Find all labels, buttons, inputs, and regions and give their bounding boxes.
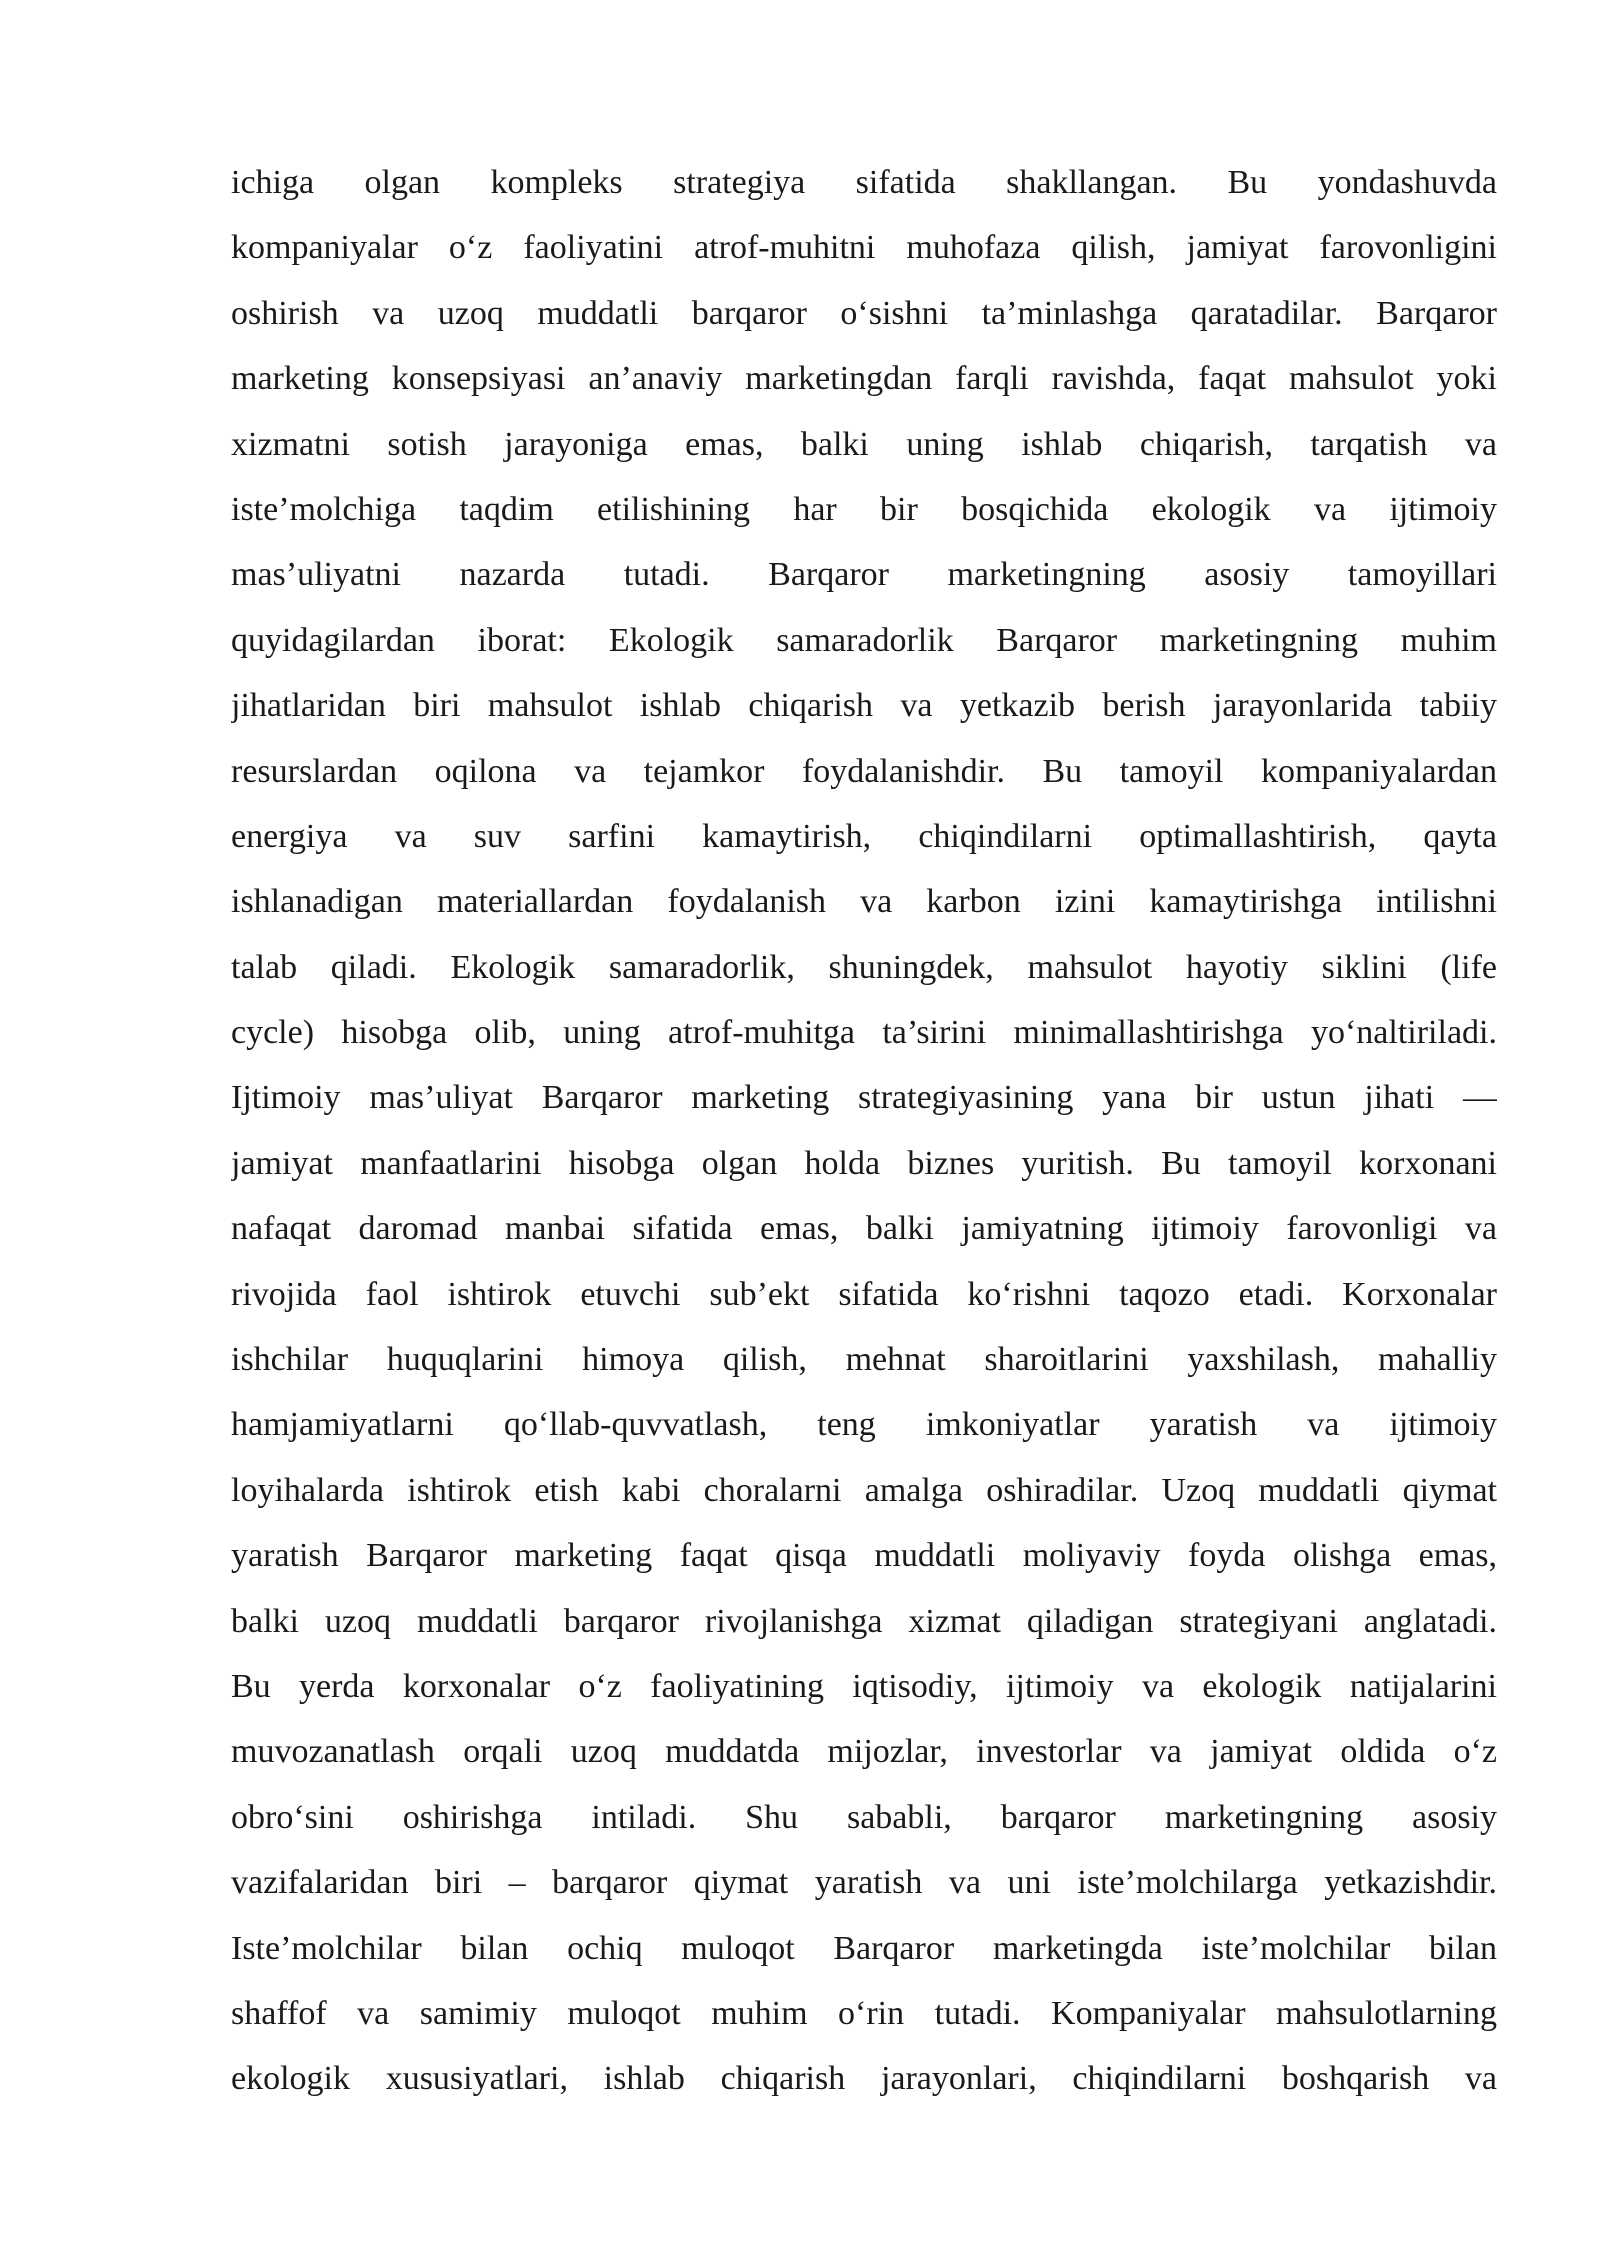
text-line: vazifalaridan biri – barqaror qiymat yaratish va uni iste’molchilarga yetkazishdir.: [231, 1864, 1497, 1902]
text-line: oshirish va uzoq muddatli barqaror o‘sishni ta’minlashga qaratadilar. Barqaror: [231, 294, 1497, 332]
text-line: ishlanadigan materiallardan foydalanish va karbon izini kamaytirishga intilishni: [231, 883, 1497, 921]
text-line: iste’molchiga taqdim etilishining har bir bosqichida ekologik va ijtimoiy: [231, 490, 1497, 528]
text-line: talab qiladi. Ekologik samaradorlik, shuningdek, mahsulot hayotiy siklini (life: [231, 948, 1497, 986]
text-line: xizmatni sotish jarayoniga emas, balki uning ishlab chiqarish, tarqatish va: [231, 425, 1497, 463]
text-line: obro‘sini oshirishga intiladi. Shu sababli, barqaror marketingning asosiy: [231, 1798, 1497, 1836]
text-line: ichiga olgan kompleks strategiya sifatida shakllangan. Bu yondashuvda: [231, 164, 1497, 201]
text-line: mas’uliyatni nazarda tutadi. Barqaror marketingning asosiy tamoyillari: [231, 556, 1497, 594]
text-line: Bu yerda korxonalar o‘z faoliyatining iqtisodiy, ijtimoiy va ekologik natijalarini: [231, 1667, 1497, 1705]
text-line: nafaqat daromad manbai sifatida emas, balki jamiyatning ijtimoiy farovonligi va: [231, 1210, 1497, 1248]
text-line: yaratish Barqaror marketing faqat qisqa muddatli moliyaviy foyda olishga emas,: [231, 1537, 1497, 1575]
text-line: Ijtimoiy mas’uliyat Barqaror marketing strategiyasining yana bir ustun jihati —: [231, 1079, 1497, 1117]
text-line: jihatlaridan biri mahsulot ishlab chiqarish va yetkazib berish jarayonlarida tabiiy: [231, 687, 1497, 725]
body-paragraph: [231, 150, 1497, 2112]
text-line: balki uzoq muddatli barqaror rivojlanishga xizmat qiladigan strategiyani anglatadi.: [231, 1602, 1497, 1640]
text-line: kompaniyalar o‘z faoliyatini atrof-muhitni muhofaza qilish, jamiyat farovonligini: [231, 229, 1497, 267]
text-line: jamiyat manfaatlarini hisobga olgan holda biznes yuritish. Bu tamoyil korxonani: [231, 1144, 1497, 1182]
text-line: shaffof va samimiy muloqot muhim o‘rin tutadi. Kompaniyalar mahsulotlarning: [231, 1994, 1497, 2032]
text-line: loyihalarda ishtirok etish kabi choralarni amalga oshiradilar. Uzoq muddatli qiymat: [231, 1471, 1497, 1509]
text-line: rivojida faol ishtirok etuvchi sub’ekt sifatida ko‘rishni taqozo etadi. Korxonalar: [231, 1275, 1497, 1313]
text-line: Iste’molchilar bilan ochiq muloqot Barqaror marketingda iste’molchilar bilan: [231, 1929, 1497, 1967]
text-line: muvozanatlash orqali uzoq muddatda mijozlar, investorlar va jamiyat oldida o‘z: [231, 1733, 1497, 1771]
text-line: resurslardan oqilona va tejamkor foydalanishdir. Bu tamoyil kompaniyalardan: [231, 752, 1497, 790]
text-line: energiya va suv sarfini kamaytirish, chiqindilarni optimallashtirish, qayta: [231, 817, 1497, 855]
text-line: cycle) hisobga olib, uning atrof-muhitga ta’sirini minimallashtirishga yo‘naltiriladi.: [231, 1014, 1497, 1052]
text-line: hamjamiyatlarni qo‘llab-quvvatlash, teng imkoniyatlar yaratish va ijtimoiy: [231, 1406, 1497, 1444]
text-line: quyidagilardan iborat: Ekologik samaradorlik Barqaror marketingning muhim: [231, 621, 1497, 659]
text-line: ekologik xususiyatlari, ishlab chiqarish jarayonlari, chiqindilarni boshqarish va: [231, 2060, 1497, 2098]
text-line: ishchilar huquqlarini himoya qilish, mehnat sharoitlarini yaxshilash, mahalliy: [231, 1341, 1497, 1379]
text-line: marketing konsepsiyasi an’anaviy marketingdan farqli ravishda, faqat mahsulot yoki: [231, 360, 1497, 398]
